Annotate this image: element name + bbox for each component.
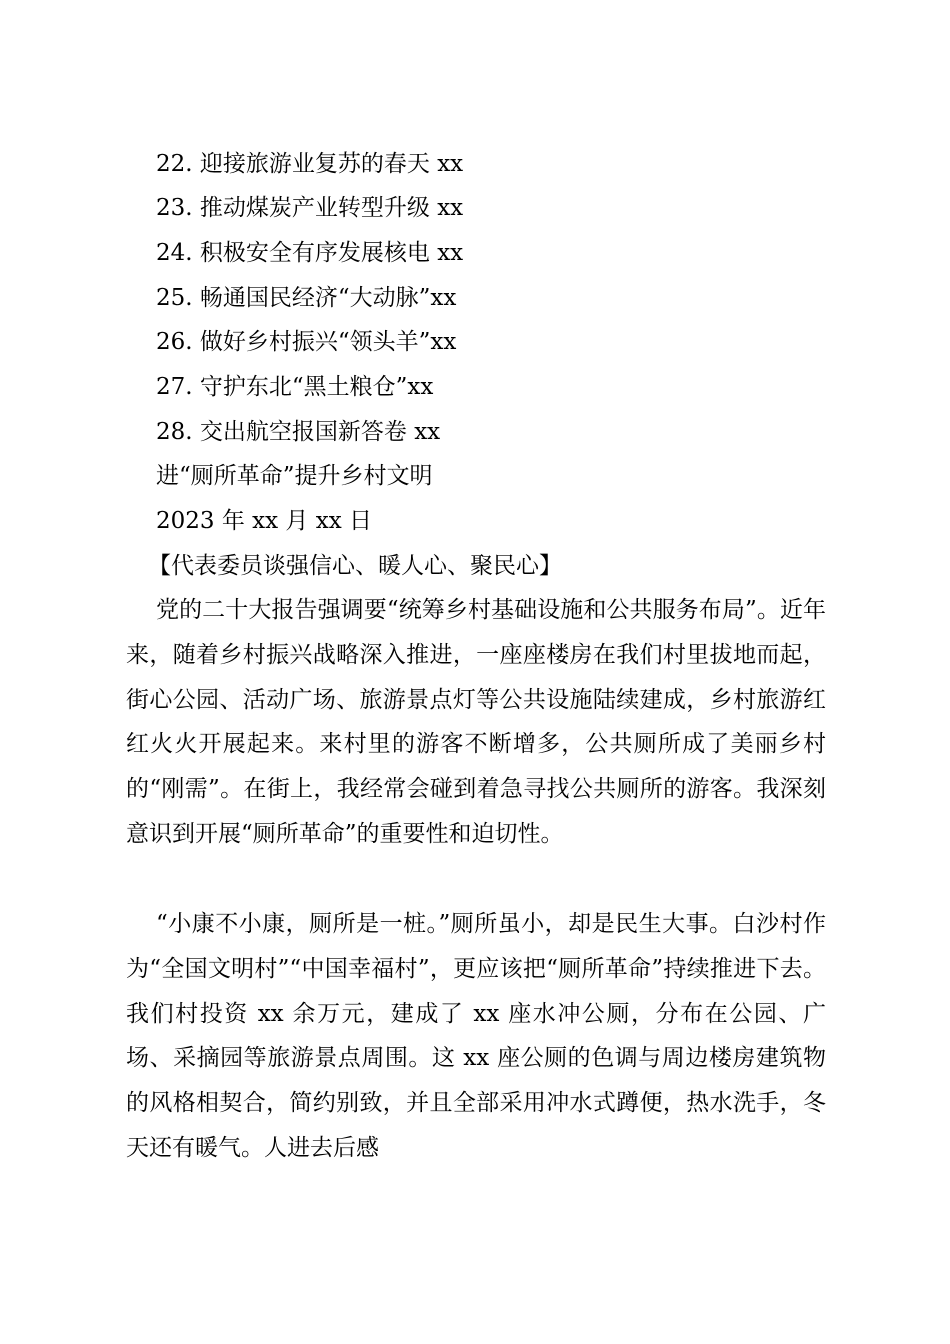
- body-paragraph: 党的二十大报告强调要“统筹乡村基础设施和公共服务布局”。近年来，随着乡村振兴战略深入推进，一座座楼房在我们村里拔地而起，街心公园、活动广场、旅游景点灯等公共设施陆续建成，乡村旅游红红火火开展起来。来村里的游客不断增多，公共厕所成了美丽乡村的“刚需”。在街上，我经常会碰到着急寻找公共厕所的游客。我深刻意识到开展“厕所革命”的重要性和迫切性。: [126, 597, 826, 847]
- list-item: 28. 交出航空报国新答卷 xx: [156, 419, 441, 445]
- article-date: 2023 年 xx 月 xx 日: [156, 508, 372, 534]
- list-item: 24. 积极安全有序发展核电 xx: [156, 240, 464, 266]
- list-item: 22. 迎接旅游业复苏的春天 xx: [156, 151, 464, 177]
- section-heading: 【代表委员谈强信心、暖人心、聚民心】: [148, 553, 562, 579]
- body-paragraph: “小康不小康，厕所是一桩。”厕所虽小，却是民生大事。白沙村作为“全国文明村”“中国幸福村”，更应该把“厕所革命”持续推进下去。我们村投资 xx 余万元，建成了 xx 座水冲公厕，分布在公园、广场、采摘园等旅游景点周围。这 xx 座公厕的色调与周边楼房建筑物的风格相契合，简约别致，并且全部采用冲水式蹲便，热水洗手，冬天还有暖气。人进去后感: [126, 911, 826, 1161]
- list-item: 26. 做好乡村振兴“领头羊”xx: [156, 329, 457, 355]
- list-item: 25. 畅通国民经济“大动脉”xx: [156, 285, 457, 311]
- article-title: 进“厕所革命”提升乡村文明: [156, 463, 433, 489]
- list-item: 23. 推动煤炭产业转型升级 xx: [156, 195, 464, 221]
- list-item: 27. 守护东北“黑土粮仓”xx: [156, 374, 434, 400]
